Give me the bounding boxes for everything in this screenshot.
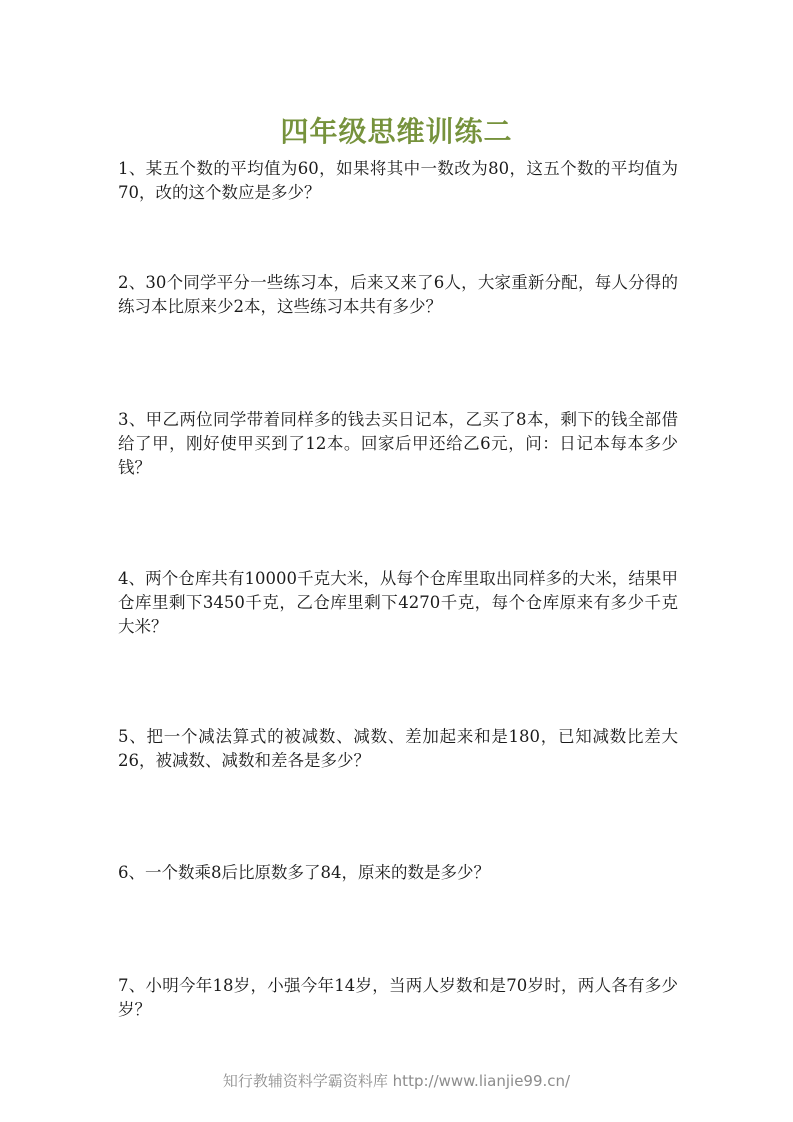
question-2: 2、30个同学平分一些练习本，后来又来了6人，大家重新分配，每人分得的练习本比原来少2本，这些练习本共有多少？ (118, 273, 678, 316)
page-title: 四年级思维训练二 (280, 115, 513, 148)
question-4: 4、两个仓库共有10000千克大米，从每个仓库里取出同样多的大米，结果甲仓库里剩下3450千克，乙仓库里剩下4270千克，每个仓库原来有多少千克大米？ (118, 569, 678, 636)
question-6: 6、一个数乘8后比原数多了84，原来的数是多少？ (118, 863, 490, 882)
page-footer: 知行教辅资料学霸资料库 http://www.lianjie99.cn/ (222, 1072, 571, 1090)
question-1: 1、某五个数的平均值为60，如果将其中一数改为80，这五个数的平均值为70，改的这个数应是多少？ (118, 159, 678, 202)
question-5: 5、把一个减法算式的被减数、减数、差加起来和是180，已知减数比差大26，被减数、减数和差各是多少？ (118, 727, 678, 770)
question-3: 3、甲乙两位同学带着同样多的钱去买日记本，乙买了8本，剩下的钱全部借给了甲，刚好使甲买到了12本。回家后甲还给乙6元，问：日记本每本多少钱？ (118, 410, 678, 477)
question-7: 7、小明今年18岁，小强今年14岁，当两人岁数和是70岁时，两人各有多少岁？ (118, 976, 678, 1019)
